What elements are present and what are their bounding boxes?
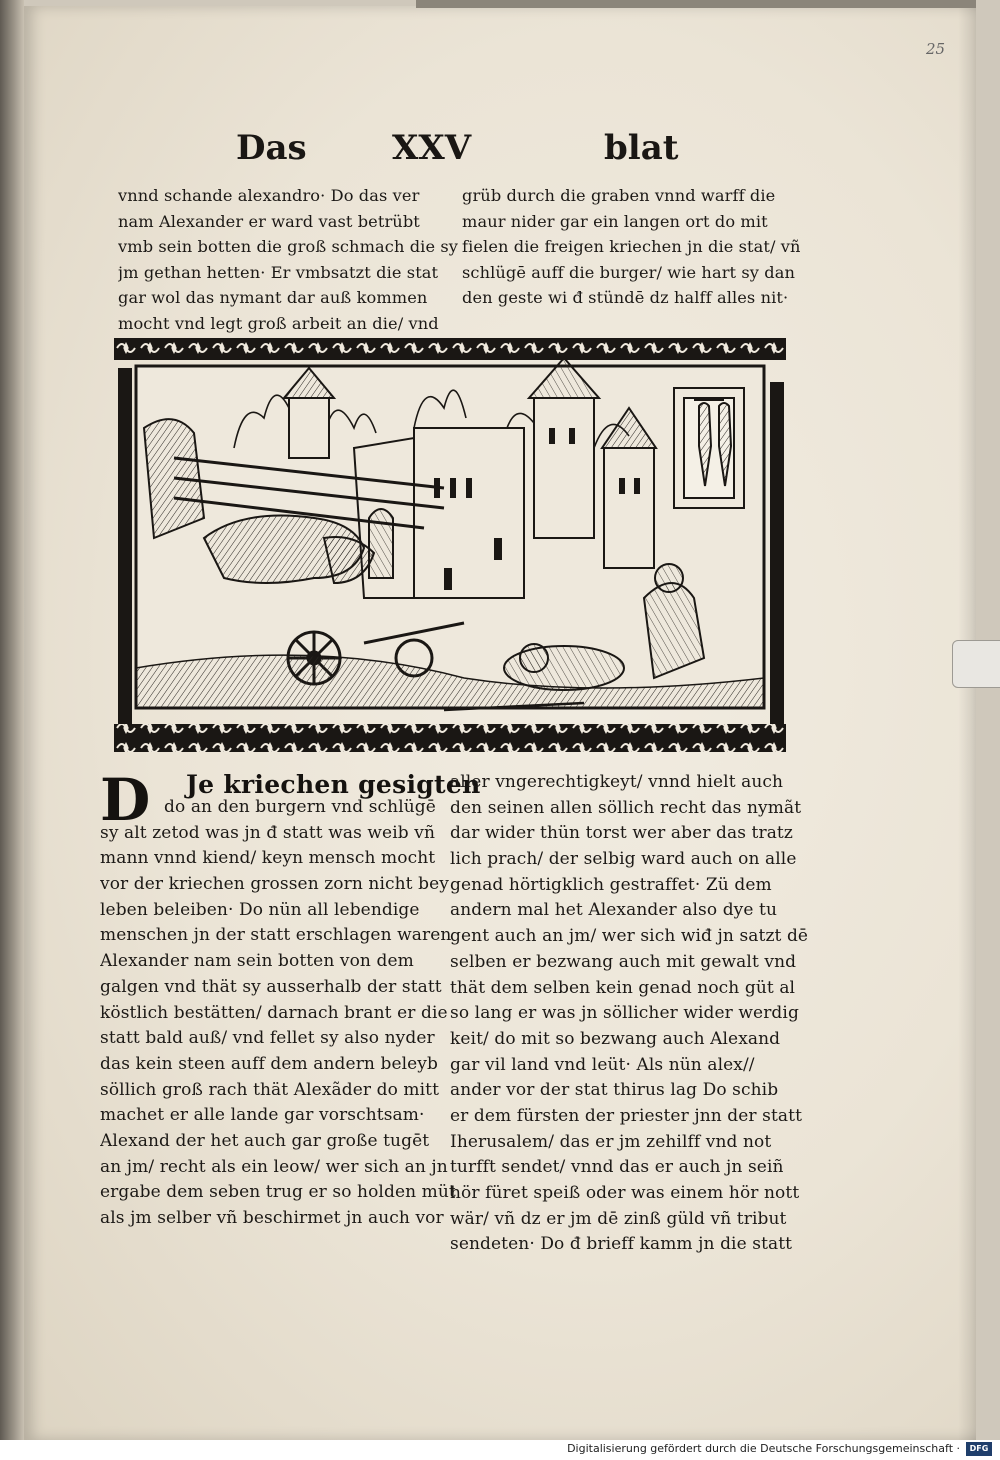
text-line: so lang er was jn söllicher wider werdig (450, 1003, 799, 1024)
text-line: vor der kriechen grossen zorn nicht bey (100, 874, 449, 895)
page-marker-tab[interactable] (952, 640, 1000, 688)
text-line: ergabe dem seben trug er so holden müt (100, 1182, 456, 1203)
text-line: keit/ do mit so bezwang auch Alexand (450, 1028, 781, 1049)
text-line: schlügē auff die burger/ wie hart sy dan (462, 262, 796, 282)
text-line: hör füret speiß oder was einem hör nott (450, 1183, 800, 1203)
text-line: andern mal het Alexander also dye tu (450, 900, 778, 921)
text-line: köstlich bestätten/ darnach brant er die (100, 1002, 448, 1023)
text-line: er dem fürsten der priester jnn der statt (450, 1105, 803, 1126)
text-line: thät dem selben kein genad noch güt al (450, 977, 796, 998)
text-line: gar vil land vnd leüt· Als nün alex// (450, 1054, 755, 1075)
text-line: Iherusalem/ das er jm zehilff vnd not (450, 1131, 772, 1152)
text-line: vnnd schande alexandro· Do das ver (118, 186, 420, 205)
text-line: wär/ vñ dz er jm dē zinß güld vñ tribut (450, 1208, 787, 1229)
page-top-edge (416, 0, 976, 8)
text-line: turfft sendet/ vnnd das er auch jn seiñ (450, 1157, 784, 1178)
text-line: söllich groß rach thät Alexãder do mitt (100, 1079, 440, 1100)
text-line: statt bald auß/ vnd fellet sy also nyder (100, 1028, 435, 1049)
text-line: den geste wi đ stündē dz halff alles nit· (462, 288, 789, 308)
book-binding-edge (0, 0, 24, 1440)
text-line: gar wol das nymant dar auß kommen (118, 288, 428, 308)
text-line: genad hörtigklich gestraffet· Zü dem (450, 874, 772, 895)
text-line: sendeten· Do đ brieff kamm jn die statt (450, 1234, 793, 1255)
decorated-initial: D (100, 766, 151, 834)
page-shadow (958, 6, 976, 1440)
text-line: lich prach/ der selbig ward auch on alle (450, 849, 797, 870)
text-line: Alexander nam sein botten von dem (100, 951, 414, 972)
section-heading: Je kriechen gesigten (186, 770, 481, 799)
text-line: machet er alle lande gar vorschtsam· (100, 1105, 425, 1126)
text-line: mann vnnd kiend/ keyn mensch mocht (100, 848, 436, 869)
text-line: sy alt zetod was jn đ statt was weib vñ (100, 822, 435, 843)
text-line: mocht vnd legt groß arbeit an die/ vnd (118, 313, 439, 333)
header-left: Das (236, 128, 307, 168)
woodcut-illustration (114, 338, 786, 754)
text-line: den seinen allen söllich recht das nymãt (450, 797, 802, 818)
text-line: nam Alexander er ward vast betrübt (118, 211, 420, 231)
text-line: ander vor der stat thirus lag Do schib (450, 1080, 779, 1101)
text-line: als jm selber vñ beschirmet jn auch vor (100, 1208, 444, 1228)
text-line: selben er bezwang auch mit gewalt vnd (450, 951, 797, 972)
text-line: leben beleiben· Do nün all lebendige (100, 899, 420, 920)
text-column-bottom-right (450, 770, 808, 1258)
footer-credit: Digitalisierung gefördert durch die Deutsche Forschungsgemeinschaft · (567, 1442, 960, 1455)
text-line: galgen vnd thät sy ausserhalb der statt (100, 976, 442, 997)
header-middle: XXV (392, 128, 472, 168)
text-line: grüb durch die graben vnnd warff die (462, 186, 776, 205)
text-line: fielen die freigen kriechen jn die stat/ vñ (462, 237, 801, 257)
text-line: do an den burgern vnd schlügē (164, 797, 436, 817)
text-column-top-left (118, 183, 458, 337)
folio-number: 25 (926, 40, 946, 58)
text-line: maur nider gar ein langen ort do mit (462, 211, 768, 231)
text-line: gent auch an jm/ wer sich wiđ jn satzt dē (450, 926, 809, 947)
text-column-top-right (462, 183, 801, 311)
footer-bar (0, 1440, 1000, 1460)
text-line: dar wider thün torst wer aber das tratz (450, 823, 793, 844)
text-line: das kein steen auff dem andern beleyb (100, 1053, 438, 1074)
text-line: vmb sein botten die groß schmach die sy (118, 237, 459, 257)
text-line: menschen jn der statt erschlagen waren (100, 925, 452, 946)
dfg-logo-icon: DFG (966, 1442, 992, 1456)
running-header (0, 128, 1000, 176)
text-line: Alexand der het auch gar große tugēt (100, 1130, 430, 1151)
text-line: aller vngerechtigkeyt/ vnnd hielt auch (450, 772, 784, 792)
header-right: blat (604, 128, 679, 168)
text-column-bottom-left (100, 795, 456, 1232)
text-line: jm gethan hetten· Er vmbsatzt die stat (118, 262, 439, 282)
text-line: an jm/ recht als ein leow/ wer sich an jn (100, 1156, 448, 1177)
